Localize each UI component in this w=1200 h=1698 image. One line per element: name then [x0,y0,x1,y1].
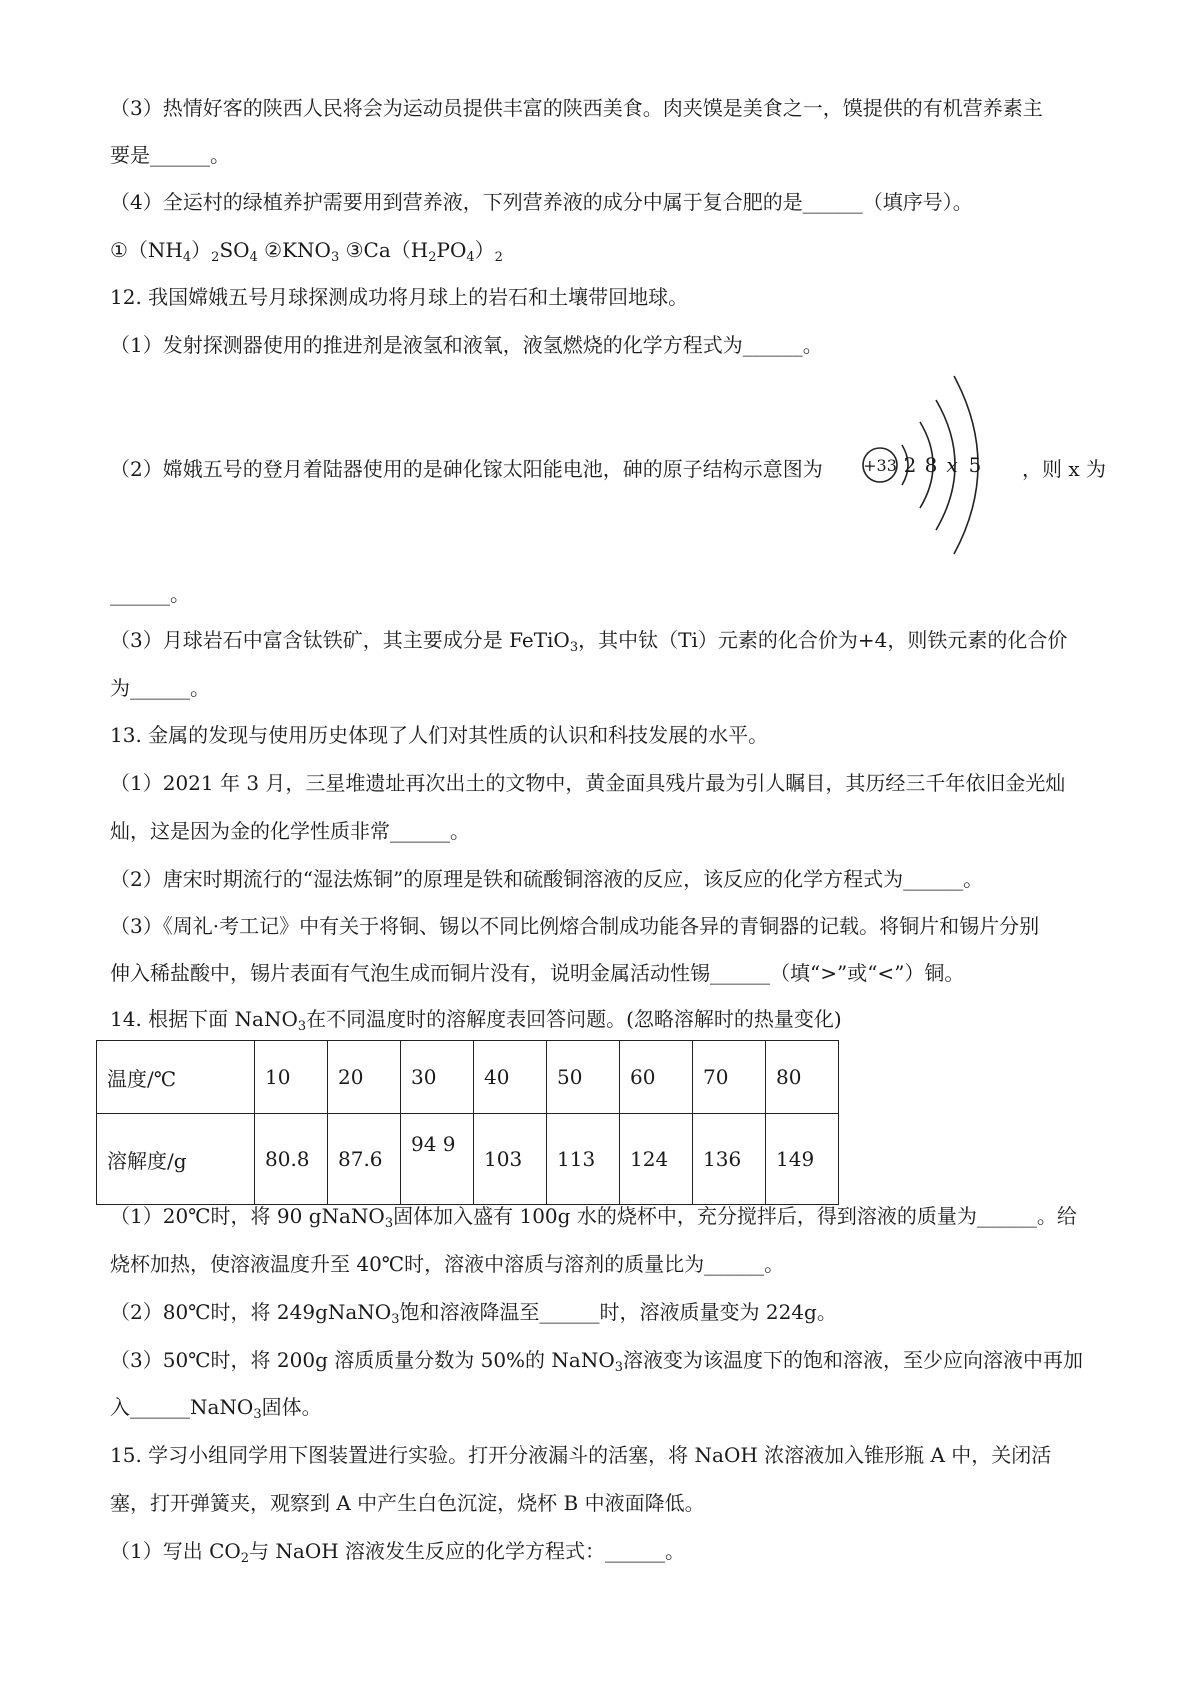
q12-part3-line1: （3）月球岩石中富含钛铁矿，其主要成分是 FeTiO$_3$，其中钛（Ti）元素的化合价为+4，则铁元素的化合价 [110,628,1068,655]
q11-part3-line1: （3）热情好客的陕西人民将会为运动员提供丰富的陕西美食。肉夹馍是美食之一，馍提供的有机营养素主 [110,96,1043,120]
q13-part1-line2: 灿，这是因为金的化学性质非常______。 [110,819,470,843]
q12-part1: （1）发射探测器使用的推进剂是液氢和液氧，液氢燃烧的化学方程式为______。 [110,333,823,357]
solubility-cell: 136 [693,1114,766,1205]
temp-cell: 80 [766,1041,839,1114]
table-row-solubility [97,1114,839,1205]
q12-part2-after: ，则 x 为 [1022,457,1106,481]
q12-part2-before: （2）嫦娥五号的登月着陆器使用的是砷化镓太阳能电池，砷的原子结构示意图为 [110,457,823,481]
temp-cell: 70 [693,1041,766,1114]
temp-cell: 30 [401,1041,474,1114]
q15-part1: （1）写出 $CO_2$与 NaOH 溶液发生反应的化学方程式：______。 [110,1539,686,1566]
q13-part3-line1: （3）《周礼·考工记》中有关于将铜、锡以不同比例熔合制成功能各异的青铜器的记载。将铜片和锡片分别 [110,914,1040,938]
shell-4-electrons: 5 [968,453,982,477]
shell-3-electrons: x [946,453,958,477]
temp-cell: 60 [620,1041,693,1114]
temp-cell: 40 [474,1041,547,1114]
q13-stem: 13. 金属的发现与使用历史体现了人们对其性质的认识和科技发展的水平。 [110,723,769,747]
solubility-cell: 149 [766,1114,839,1205]
q13-part1-line1: （1）2021 年 3 月，三星堆遗址再次出土的文物中，黄金面具残片最为引人瞩目，其历经三千年依旧金光灿 [110,771,1066,795]
q12-part2-blank: ______。 [110,582,190,606]
q11-part4-line1: （4）全运村的绿植养护需要用到营养液，下列营养液的成分中属于复合肥的是______（填序号）。 [110,190,973,214]
q13-part3-line2: 伸入稀盐酸中，锡片表面有气泡生成而铜片没有，说明金属活动性锡______（填“>”或“<”）铜。 [110,961,965,985]
row-label-solubility: 溶解度/g [97,1114,255,1205]
shell-2-electrons: 8 [924,453,938,477]
arsenic-atom-structure-diagram [862,372,1012,562]
solubility-cell: 113 [547,1114,620,1205]
temp-cell: 10 [255,1041,328,1114]
q13-part2: （2）唐宋时期流行的“湿法炼铜”的原理是铁和硫酸铜溶液的反应，该反应的化学方程式为______。 [110,867,984,891]
q14-part1-line2: 烧杯加热，使溶液温度升至 40℃时，溶液中溶质与溶剂的质量比为______。 [110,1252,785,1276]
q12-stem: 12. 我国嫦娥五号月球探测成功将月球上的岩石和土壤带回地球。 [110,285,689,309]
option-3: $③Ca(H_2PO_4)_2$ [339,238,503,265]
solubility-cell: 87.6 [328,1114,401,1205]
solubility-cell: 80.8 [255,1114,328,1205]
solubility-table [96,1040,839,1205]
solubility-cell: 94 9 [401,1114,474,1205]
q14-part1-line1: （1）20℃时，将 90 gNaNO$_3$固体加入盛有 100g 水的烧杯中，充分搅拌后，得到溶液的质量为______。给 [110,1204,1077,1231]
temp-cell: 20 [328,1041,401,1114]
nucleus-charge-label: +33 [863,456,897,475]
q15-stem-line2: 塞，打开弹簧夹，观察到 A 中产生白色沉淀，烧杯 B 中液面降低。 [110,1491,705,1515]
q15-stem-line1: 15. 学习小组同学用下图装置进行实验。打开分液漏斗的活塞，将 NaOH 浓溶液加入锥形瓶 A 中，关闭活 [110,1443,1052,1467]
q12-part3-line2: 为______。 [110,676,210,700]
q11-part3-line2: 要是______。 [110,143,230,167]
table-row-temperature [97,1041,839,1114]
q14-part3-line2: 入______NaNO$_3$固体。 [110,1395,322,1422]
row-label-temperature: 温度/℃ [97,1041,255,1114]
q14-part2: （2）80℃时，将 249gNaNO$_3$饱和溶液降温至______时，溶液质量变为 224g。 [110,1300,837,1327]
q14-stem: 14. 根据下面 NaNO$_3$在不同温度时的溶解度表回答问题。(忽略溶解时的热量变化) [110,1007,842,1034]
solubility-cell: 124 [620,1114,693,1205]
option-1: $①(NH_4)_2SO_4$ [110,238,258,265]
temp-cell: 50 [547,1041,620,1114]
solubility-cell: 103 [474,1114,547,1205]
q14-part3-line1: （3）50℃时，将 200g 溶质质量分数为 50%的 NaNO$_3$溶液变为该温度下的饱和溶液，至少应向溶液中再加 [110,1348,1084,1375]
shell-1-electrons: 2 [903,453,917,477]
option-2: $②KNO_3$ [257,238,340,265]
q11-options [110,236,503,264]
